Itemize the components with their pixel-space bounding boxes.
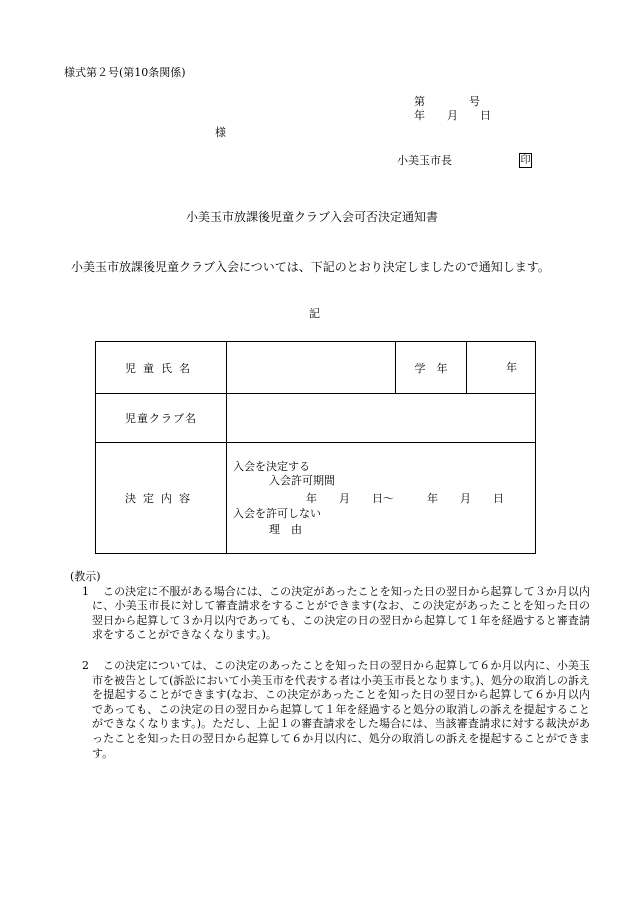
notice-item — [70, 585, 590, 643]
club-name-value — [227, 394, 536, 443]
decision-deny: 入会を許可しない — [233, 506, 321, 520]
decision-label: 決定内容 — [96, 443, 227, 554]
child-name-value — [227, 342, 396, 394]
intro-text: 小美玉市放課後児童クラブ入会については、下記のとおり決定しましたので通知します。 — [71, 260, 550, 274]
notice-item-number: 2 — [82, 658, 89, 672]
period-label: 入会許可期間 — [269, 473, 335, 487]
notice-heading: (教示) — [70, 570, 101, 583]
decision-content — [227, 444, 535, 553]
notice-item — [70, 659, 590, 761]
grade-unit: 年 — [467, 342, 536, 394]
document-title: 小美玉市放課後児童クラブ入会可否決定通知書 — [186, 210, 439, 224]
period-dates: 年 月 日〜 年 月 日 — [306, 491, 504, 505]
form-number: 様式第２号(第10条関係) — [64, 66, 186, 79]
appeal-notice — [70, 570, 590, 761]
notice-item-number: 1 — [82, 584, 89, 598]
seal-box: 印 — [520, 155, 531, 166]
notice-item-text: この決定については、この決定のあったことを知った日の翌日から起算して６か月以内に、小美玉市を被告として(訴訟において小美玉市を代表する者は小美玉市長となります。)、処分の取消しの訴えを提起することができます(なお、この決定があったことを知った日の翌日から起算して６か月以内であっても、この決定の日の翌日から起算して１年を経過すると処分の取消しの訴えを提起することができなくなります。)。ただし、上記１の審査請求をした場合には、当該審査請求に対する裁決があったことを知った日の翌日から起算して６か月以内に、処分の取消しの訴えを提起することができます。 — [92, 658, 590, 760]
child-name-label: 児童氏名 — [96, 342, 227, 394]
decision-table — [95, 341, 536, 554]
row-club-name — [96, 394, 536, 443]
club-name-label: 児童クラブ名 — [96, 394, 227, 443]
document-number: 第 号 — [414, 95, 480, 108]
grade-label: 学 年 — [396, 342, 467, 394]
recipient-suffix: 様 — [215, 126, 226, 139]
reason-label: 理 由 — [269, 522, 302, 536]
decision-approve: 入会を決定する — [233, 459, 310, 473]
row-decision — [96, 443, 536, 554]
notice-item-text: この決定に不服がある場合には、この決定があったことを知った日の翌日から起算して３か月以内に、小美玉市長に対して審査請求をすることができます(なお、この決定があったことを知った日の翌日から起算して３か月以内であっても、この決定の日の翌日から起算して１年を経過すると審査請求をすることができなくなります。)。 — [92, 584, 590, 642]
ki-marker: 記 — [309, 307, 320, 320]
issue-date: 年 月 日 — [414, 109, 491, 122]
issuer-name: 小美玉市長 — [397, 154, 452, 167]
row-child-name — [96, 342, 536, 394]
